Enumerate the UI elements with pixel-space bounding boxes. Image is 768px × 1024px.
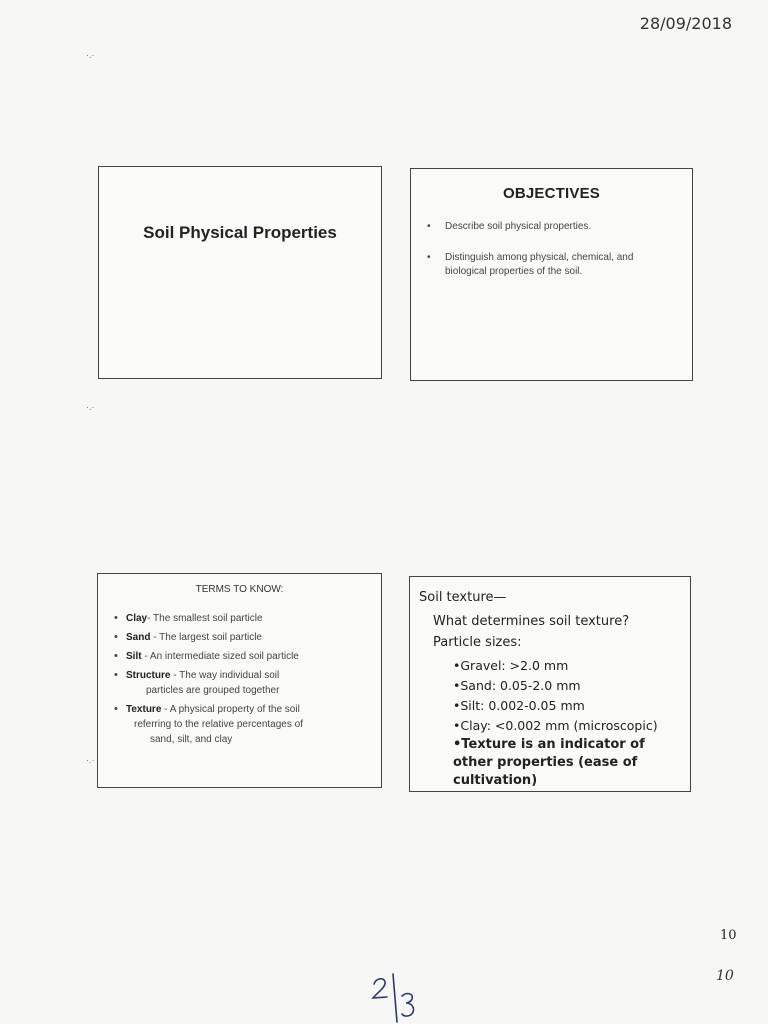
list-item [114,702,371,747]
slide-objectives [410,168,693,381]
handwritten-fraction [368,970,424,1024]
page-number: 10 [720,928,737,943]
particle-sizes-heading: Particle sizes: [433,635,522,650]
texture-heading: Soil texture— [419,590,507,605]
list-item: • Describe soil physical properties. [425,220,674,234]
term-label: Structure [126,670,171,681]
list-item [114,611,371,626]
terms-list [98,611,381,747]
term-definition-continued: referring to the relative percentages of [134,719,303,730]
term-definition: - The way individual soil [170,670,280,681]
terms-heading: TERMS TO KNOW: [195,584,284,595]
slide-title: Soil Physical Properties [143,223,337,242]
list-item: • Distinguish among physical, chemical, and biological properties of the soil. [425,251,674,279]
objectives-list [411,220,692,279]
term-label: Clay [126,613,148,624]
term-definition: - The largest soil particle [150,632,262,643]
scan-speck: ·.· [86,50,95,60]
term-definition: - A physical property of the soil [161,704,300,715]
slide-terms [97,573,382,788]
particle-sizes-list [453,656,658,736]
objectives-heading: OBJECTIVES [502,185,601,202]
term-label: Texture [126,704,162,715]
list-item: •Sand: 0.05-2.0 mm [453,678,581,693]
term-definition-continued: particles are grouped together [146,685,280,696]
list-item: •Clay: <0.002 mm (microscopic) [453,718,658,733]
list-item: •Gravel: >2.0 mm [453,658,569,673]
list-item [114,668,371,698]
slide-soil-texture [409,576,691,792]
list-item [114,630,371,645]
term-definition: - An intermediate sized soil particle [141,651,299,662]
scan-speck: ·.· [86,402,95,412]
scan-speck: ·.· [86,755,95,765]
handwritten-page-number: 10 [716,968,734,984]
term-label: Sand [126,632,151,643]
term-label: Silt [126,651,142,662]
texture-note: •Texture is an indicator of other properties (ease of cultivation) [453,737,645,788]
list-item [114,649,371,664]
term-definition-continued: sand, silt, and clay [150,734,233,745]
slide-title-card [98,166,382,379]
list-item: •Silt: 0.002-0.05 mm [453,698,585,713]
texture-question: What determines soil texture? [433,614,630,629]
term-definition: - The smallest soil particle [147,613,263,624]
date-stamp: 28/09/2018 [639,14,732,33]
